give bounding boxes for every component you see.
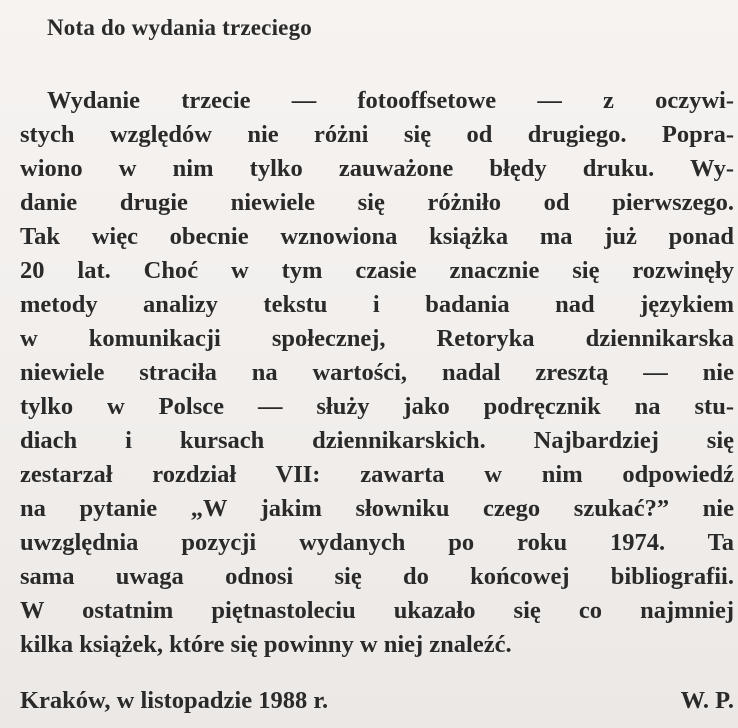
text-line: danie drugie niewiele się różniło od pierwszego. [20,189,734,216]
text-line: sama uwaga odnosi się do końcowej bibliografii. [20,563,734,590]
note-title: Nota do wydania trzeciego [47,15,312,40]
note-body [20,84,734,662]
text-line: Tak więc obecnie wznowiona książka ma już ponad [20,223,734,250]
place-and-date: Kraków, w listopadzie 1988 r. [20,687,329,714]
author-initials: W. P. [680,687,734,714]
text-line: na pytanie „W jakim słowniku czego szukać?” nie [20,495,734,522]
text-line: metody analizy tekstu i badania nad językiem [20,291,734,318]
text-line: zestarzał rozdział VII: zawarta w nim odpowiedź [20,461,734,488]
text-line: diach i kursach dziennikarskich. Najbardziej się [20,427,734,454]
text-line: W ostatnim piętnastoleciu ukazało się co najmniej [20,597,734,624]
text-line: niewiele straciła na wartości, nadal zresztą — nie [20,359,734,386]
text-line: uwzględnia pozycji wydanych po roku 1974. Ta [20,529,734,556]
text-line: wiono w nim tylko zauważone błędy druku. Wy- [20,155,734,182]
text-line: tylko w Polsce — służy jako podręcznik na stu- [20,393,734,420]
text-line: stych względów nie różni się od drugiego. Popra- [20,121,734,148]
signoff [20,684,734,718]
text-line: kilka książek, które się powinny w niej znaleźć. [20,631,512,658]
text-line: Wydanie trzecie — fotooffsetowe — z oczywi- [47,87,734,114]
text-line: w komunikacji społecznej, Retoryka dziennikarska [20,325,734,352]
text-line: 20 lat. Choć w tym czasie znacznie się rozwinęły [20,257,734,284]
